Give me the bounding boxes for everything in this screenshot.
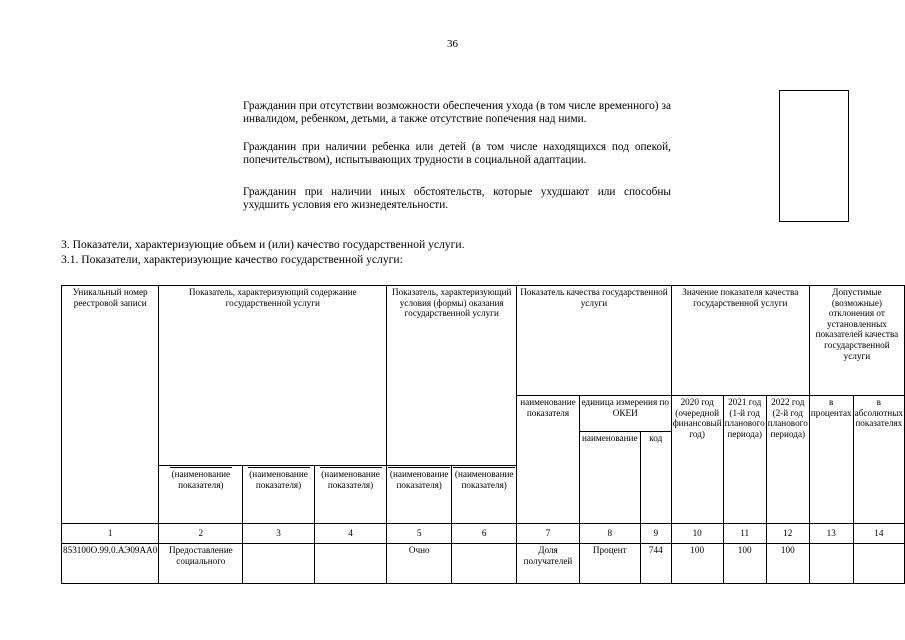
- column-number: 6: [452, 524, 517, 544]
- section-3-1-heading: 3.1. Показатели, характеризующие качество государственной услуги:: [61, 253, 403, 266]
- cell-value-2022: 100: [766, 544, 809, 584]
- stamp-box: [779, 90, 849, 222]
- header-okei-unit: единица измерения по ОКЕИ: [579, 396, 671, 432]
- cell-value-2020: 100: [671, 544, 723, 584]
- header-okei-name: наименование: [579, 432, 640, 524]
- cell-deviation-percent: [809, 544, 853, 584]
- cell-condition-2: [452, 544, 517, 584]
- column-number: 3: [243, 524, 315, 544]
- column-number: 4: [314, 524, 386, 544]
- cell-value-2021: 100: [723, 544, 766, 584]
- header-sub-name-4: (наименование показателя): [387, 466, 452, 524]
- column-number: 1: [62, 524, 159, 544]
- header-content-indicator: Показатель, характеризующий содержание государственной услуги: [159, 286, 387, 466]
- column-number: 7: [517, 524, 580, 544]
- header-unique-number: Уникальный номер реестровой записи: [62, 286, 159, 524]
- header-sub-name-1: (наименование показателя): [159, 466, 243, 524]
- column-number: 14: [853, 524, 904, 544]
- quality-indicators-table: [61, 285, 905, 584]
- cell-content-2: [243, 544, 315, 584]
- header-sub-name-2: (наименование показателя): [243, 466, 315, 524]
- header-in-percent: в процентах: [809, 396, 853, 524]
- header-sub-name-3: (наименование показателя): [314, 466, 386, 524]
- page-number: 36: [447, 38, 458, 50]
- column-number: 2: [159, 524, 243, 544]
- header-allowed-deviation: Допустимые (возможные) отклонения от установленных показателей качества государственной услуги: [809, 286, 904, 396]
- cell-indicator-name: Доля получателей: [517, 544, 580, 584]
- cell-okei-code: 744: [640, 544, 671, 584]
- header-indicator-value: Значение показателя качества государственной услуги: [671, 286, 809, 396]
- header-indicator-name: наименование показателя: [517, 396, 580, 524]
- column-number-row: [62, 524, 905, 544]
- column-number: 12: [766, 524, 809, 544]
- header-year-2020: 2020 год (очередной финансовый год): [671, 396, 723, 524]
- cell-condition-1: Очно: [387, 544, 452, 584]
- column-number: 11: [723, 524, 766, 544]
- column-number: 8: [579, 524, 640, 544]
- paragraph-child-adaptation: Гражданин при наличии ребенка или детей (в том числе находящихся под опекой, попечительством), испытывающих трудности в социальной адаптации.: [243, 141, 671, 167]
- cell-deviation-absolute: [853, 544, 904, 584]
- cell-content-1: Предоставление социального: [159, 544, 243, 584]
- header-year-2021: 2021 год (1-й год планового периода): [723, 396, 766, 524]
- header-okei-code: код: [640, 432, 671, 524]
- table-row: [62, 544, 905, 584]
- cell-content-3: [314, 544, 386, 584]
- paragraph-care-absence: Гражданин при отсутствии возможности обеспечения ухода (в том числе временного) за инвалидом, ребенком, детьми, а также отсутствие попечения над ними.: [243, 100, 671, 126]
- header-year-2022: 2022 год (2-й год планового периода): [766, 396, 809, 524]
- header-in-absolute: в абсолютных показателях: [853, 396, 904, 524]
- cell-okei-name: Процент: [579, 544, 640, 584]
- column-number: 9: [640, 524, 671, 544]
- column-number: 13: [809, 524, 853, 544]
- paragraph-other-circumstances: Гражданин при наличии иных обстоятельств, которые ухудшают или способны ухудшить условия его жизнедеятельности.: [243, 186, 671, 212]
- header-condition-indicator: Показатель, характеризующий условия (формы) оказания государственной услуги: [387, 286, 517, 466]
- column-number: 10: [671, 524, 723, 544]
- header-sub-name-5: (наименование показателя): [452, 466, 517, 524]
- column-number: 5: [387, 524, 452, 544]
- header-quality-indicator: Показатель качества государственной услуги: [517, 286, 672, 396]
- section-3-heading: 3. Показатели, характеризующие объем и (или) качество государственной услуги.: [61, 238, 465, 251]
- cell-unique-number: 853100О.99.0.АЭ09АА0: [62, 544, 159, 584]
